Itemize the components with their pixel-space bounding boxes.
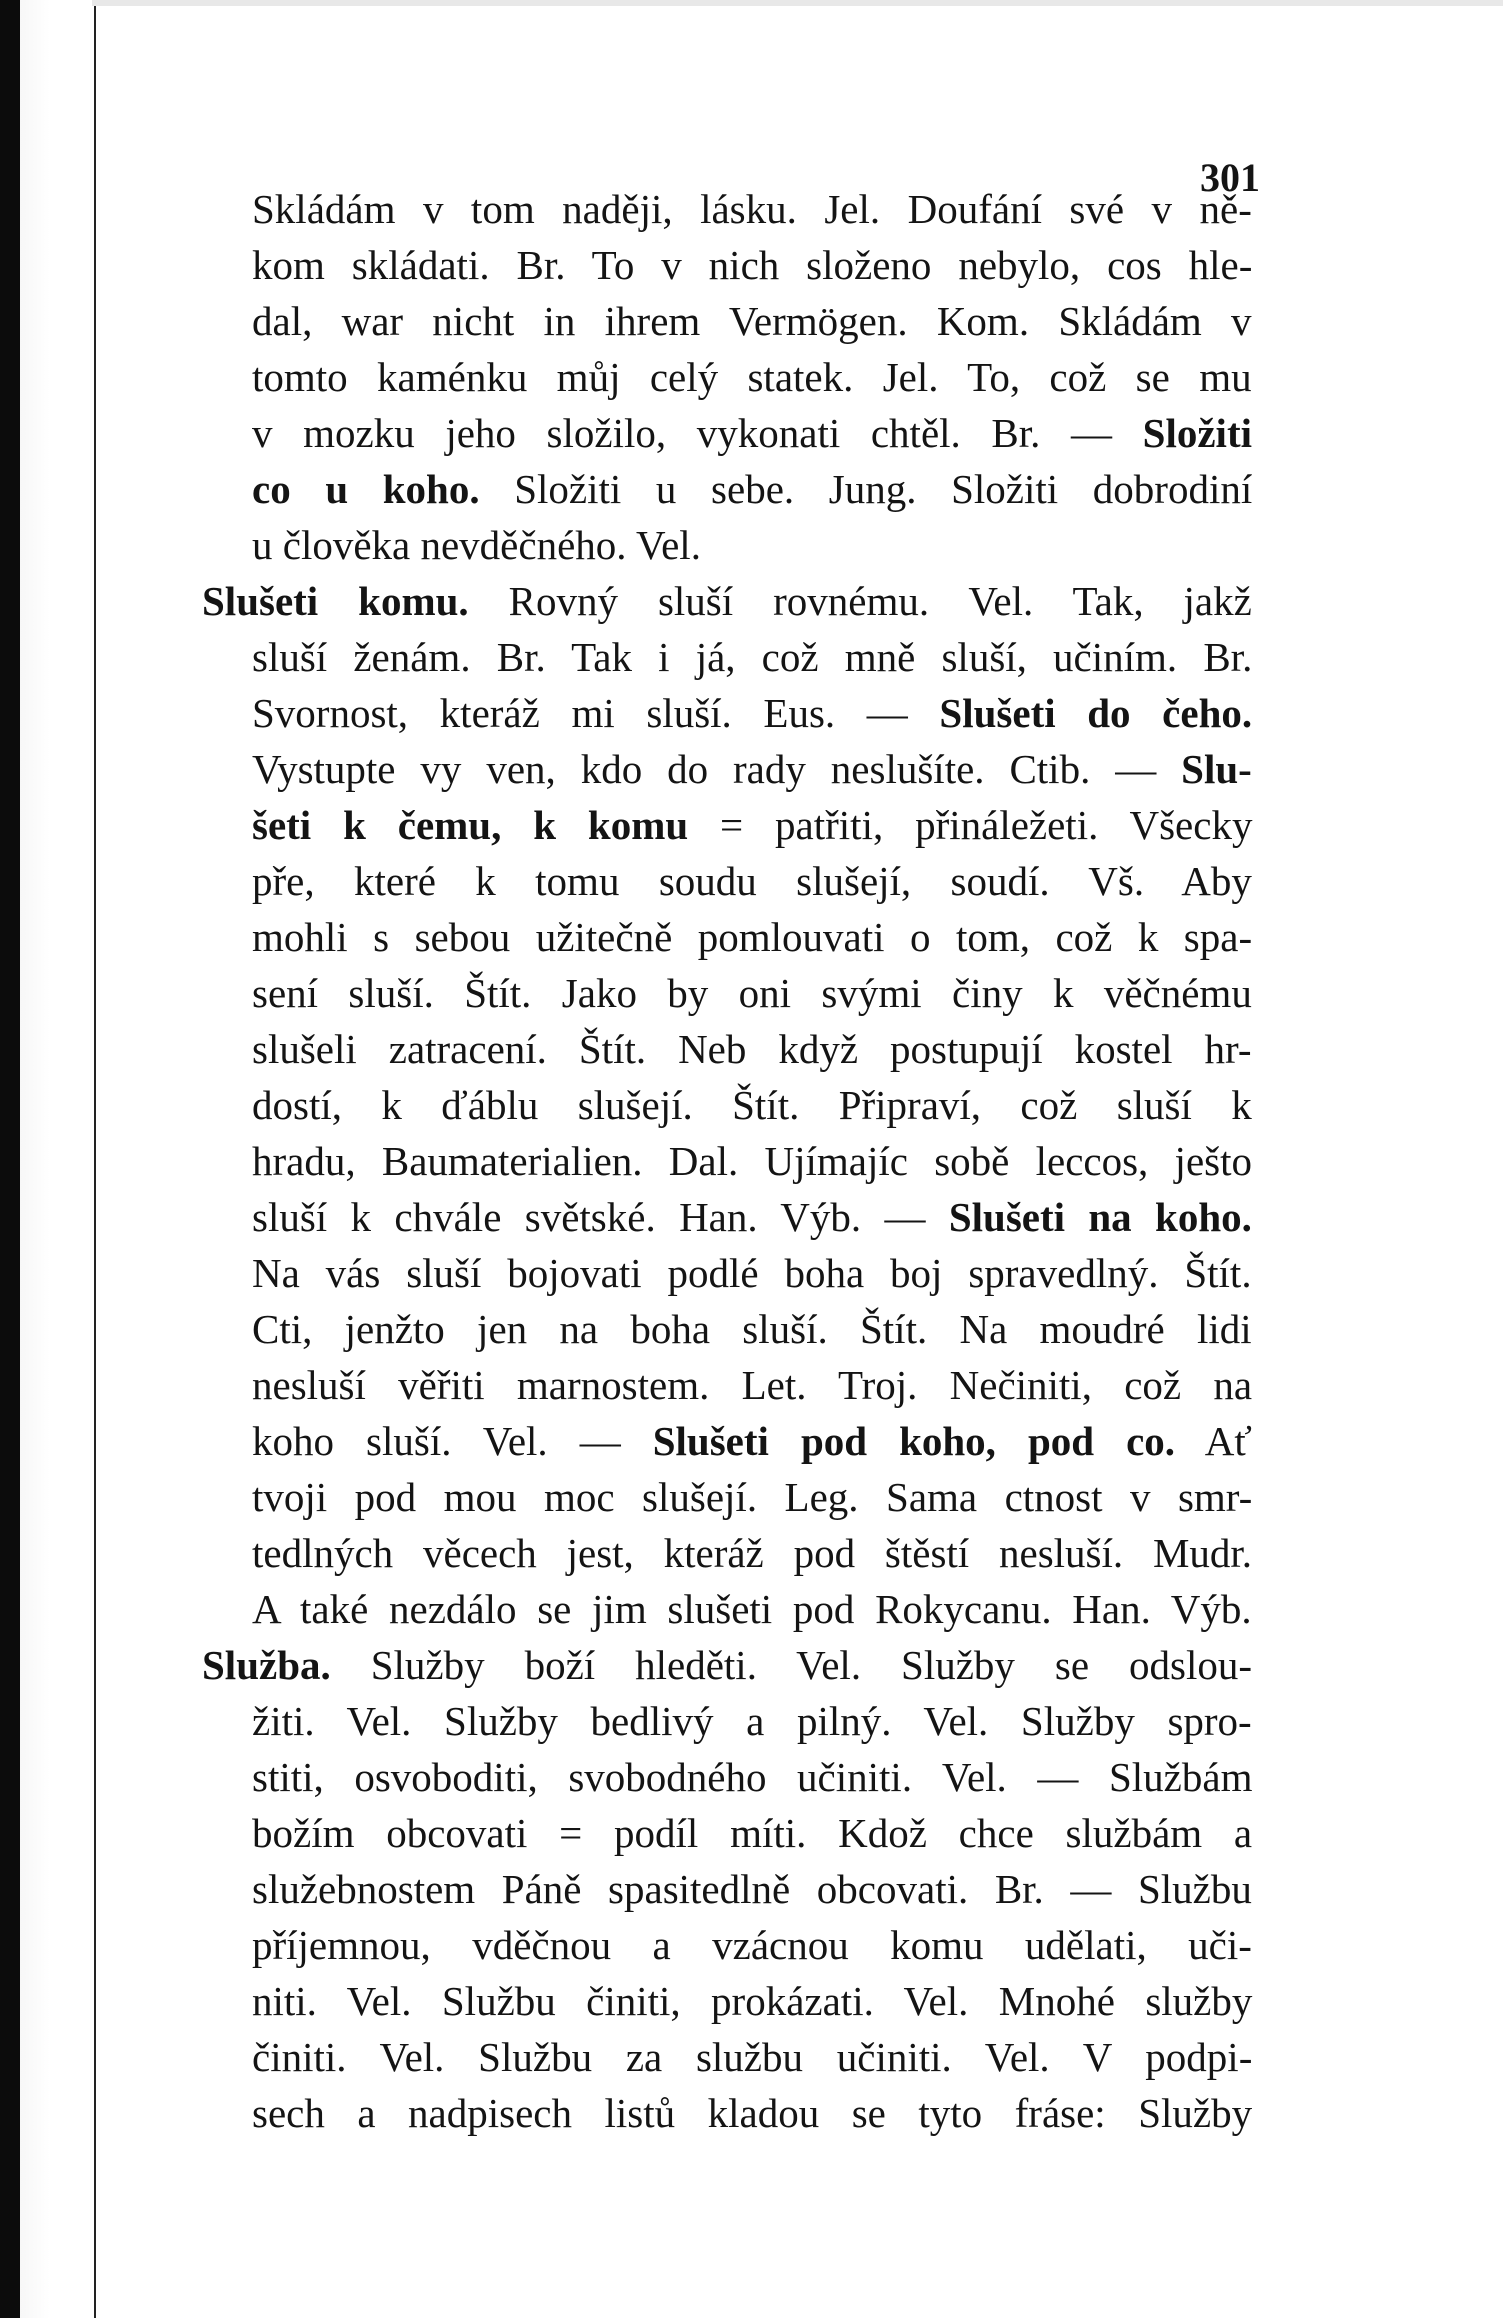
headword: co u koho. [252, 466, 480, 512]
headword: Slušeti do čeho. [939, 690, 1253, 736]
text-line: šeti k čemu, k komu = patřiti, přináležeti. Všecky [252, 802, 1253, 848]
entry-line: Služba. Služby boží hleděti. Vel. Služby se odslou- [202, 1642, 1253, 1688]
text-line: u člověka nevděčného. Vel. [252, 522, 701, 568]
text-line: pře, které k tomu soudu slušejí, soudí. Vš. Aby [252, 858, 1252, 904]
text-line: dal, war nicht in ihrem Vermögen. Kom. Skládám v [252, 298, 1252, 344]
headword: Slu- [1181, 746, 1252, 792]
text-line: činiti. Vel. Službu za službu učiniti. Vel. V podpi- [252, 2034, 1253, 2080]
page-top-edge [92, 0, 1503, 6]
page-number: 301 [1200, 155, 1260, 200]
text-line: příjemnou, vděčnou a vzácnou komu udělati, uči- [252, 1922, 1252, 1968]
text-line: Svornost, kteráž mi sluší. Eus. — Slušeti do čeho. [252, 690, 1253, 736]
text-line: co u koho. Složiti u sebe. Jung. Složiti dobrodiní [252, 466, 1253, 512]
text-line: nesluší věřiti marnostem. Let. Troj. Nečiniti, což na [252, 1362, 1253, 1408]
headword: Slušeti komu. [202, 578, 469, 624]
text-line: stiti, osvoboditi, svobodného učiniti. Vel. — Službám [252, 1754, 1253, 1800]
text-line: v mozku jeho složilo, vykonati chtěl. Br. — Složiti [252, 410, 1252, 456]
text-line: tvoji pod mou moc slušejí. Leg. Sama ctnost v smr- [252, 1474, 1253, 1520]
text-line: sluší k chvále světské. Han. Výb. — Slušeti na koho. [252, 1194, 1252, 1240]
headword: šeti k čemu, k komu [252, 802, 689, 848]
text-line: sech a nadpisech listů kladou se tyto fráse: Služby [252, 2090, 1253, 2136]
text-line: kom skládati. Br. To v nich složeno nebylo, cos hle- [252, 242, 1253, 288]
text-line: Vystupte vy ven, kdo do rady neslušíte. Ctib. — Slu- [252, 746, 1252, 792]
text-line: slušeli zatracení. Štít. Neb když postupují kostel hr- [252, 1026, 1252, 1072]
text-line: sluší ženám. Br. Tak i já, což mně sluší, učiním. Br. [252, 634, 1253, 680]
text-line: dostí, k ďáblu slušejí. Štít. Připraví, což sluší k [252, 1082, 1252, 1128]
text-line: božím obcovati = podíl míti. Kdož chce službám a [252, 1810, 1253, 1856]
text-line: Na vás sluší bojovati podlé boha boj spravedlný. Štít. [252, 1250, 1252, 1296]
page-edge-line [94, 0, 96, 2318]
headword: Slušeti na koho. [948, 1194, 1252, 1240]
text-line: A také nezdálo se jim slušeti pod Rokycanu. Han. Výb. [252, 1586, 1252, 1632]
entry-line: Slušeti komu. Rovný sluší rovnému. Vel. Tak, jakž [202, 578, 1252, 624]
headword: Slušeti pod koho, pod co. [652, 1418, 1176, 1464]
text-line: Skládám v tom naději, lásku. Jel. Doufání své v ně- [252, 186, 1252, 232]
text-line: hradu, Baumaterialien. Dal. Ujímajíc sobě leccos, ješto [252, 1138, 1252, 1184]
text-line: služebnostem Páně spasitedlně obcovati. Br. — Službu [252, 1866, 1252, 1912]
text-line: koho sluší. Vel. — Slušeti pod koho, pod co. Ať [252, 1418, 1252, 1464]
text-line: tedlných věcech jest, kteráž pod štěstí nesluší. Mudr. [252, 1530, 1253, 1576]
text-line: niti. Vel. Službu činiti, prokázati. Vel. Mnohé služby [252, 1978, 1253, 2024]
page-gutter [20, 0, 90, 2318]
text-line: Cti, jenžto jen na boha sluší. Štít. Na moudré lidi [252, 1306, 1252, 1352]
headword: Složiti [1142, 410, 1252, 456]
scan-edge-dark [0, 0, 20, 2318]
text-line: mohli s sebou užitečně pomlouvati o tom, což k spa- [252, 914, 1253, 960]
text-line: žiti. Vel. Služby bedlivý a pilný. Vel. Služby spro- [252, 1698, 1252, 1744]
text-line: sení sluší. Štít. Jako by oni svými činy k věčnému [252, 970, 1252, 1016]
text-line: tomto kaménku můj celý statek. Jel. To, což se mu [252, 354, 1252, 400]
headword: Služba. [202, 1642, 331, 1688]
